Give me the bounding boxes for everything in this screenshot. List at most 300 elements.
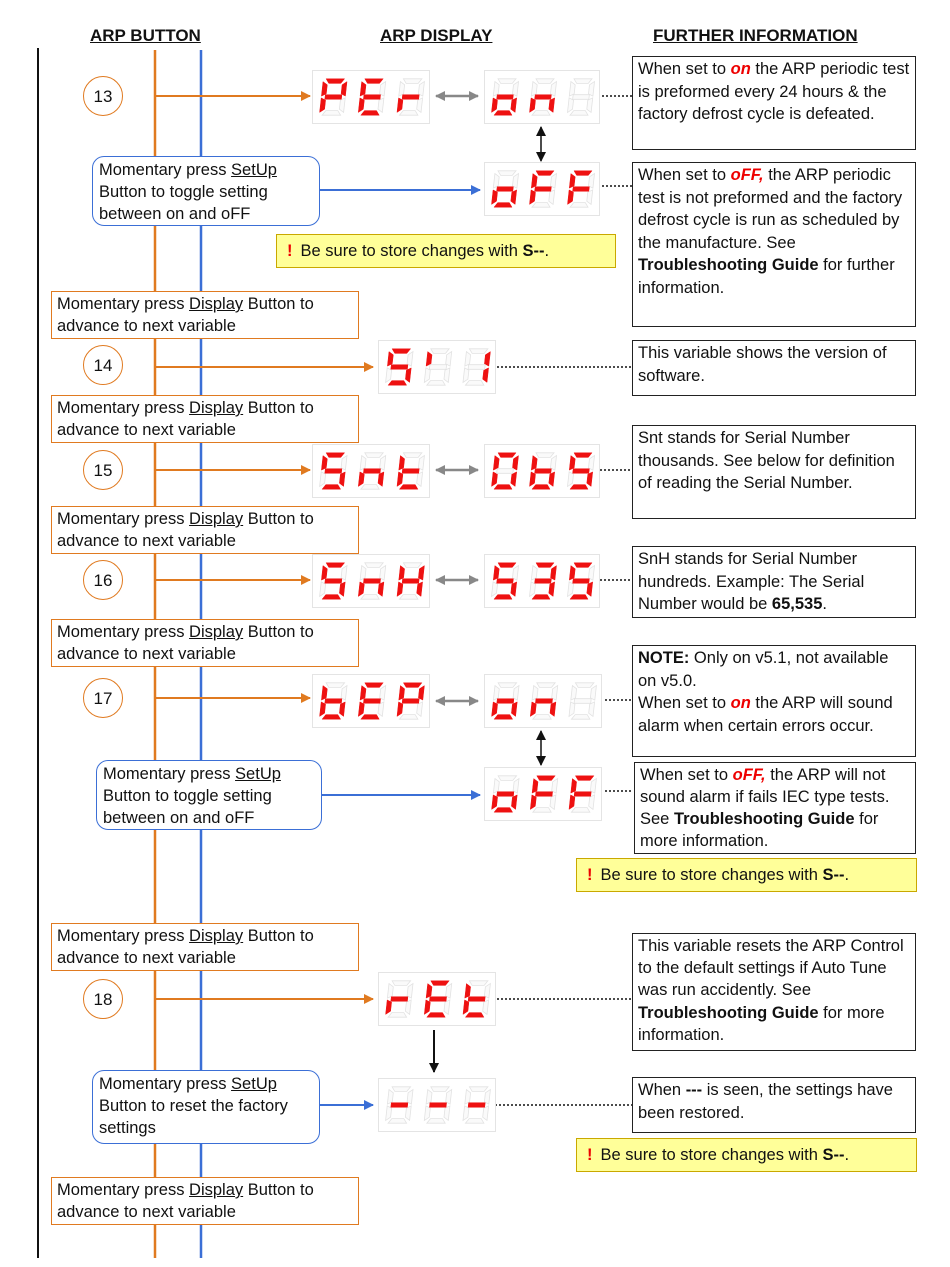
segment-d-on bbox=[494, 715, 512, 720]
segment-d-off bbox=[465, 1119, 484, 1124]
segment-c-off bbox=[587, 98, 593, 113]
segment-b-on bbox=[513, 456, 519, 471]
segment-f-on bbox=[571, 779, 577, 794]
segment-d-on bbox=[532, 485, 550, 490]
segment-f-on bbox=[399, 456, 405, 471]
segment-b-off bbox=[418, 82, 424, 97]
setup-reset-button-18[interactable]: Momentary press SetUp Button to reset the factory settings bbox=[92, 1070, 320, 1144]
header-arp-display: ARP DISPLAY bbox=[380, 26, 493, 45]
segment-e-on bbox=[320, 702, 326, 717]
segment-e-off bbox=[568, 582, 574, 597]
segment-d-on bbox=[322, 485, 341, 490]
segment-g-on bbox=[573, 187, 590, 192]
segment-e-off bbox=[569, 702, 575, 717]
segment-e-on bbox=[530, 702, 536, 717]
segment-d-off bbox=[465, 381, 484, 386]
segment-e-on bbox=[530, 795, 536, 810]
segment-g-off bbox=[497, 469, 514, 474]
segment-b-off bbox=[513, 566, 519, 581]
segment-g-on bbox=[497, 95, 514, 100]
segment-b-off bbox=[589, 174, 595, 189]
segment-d-on bbox=[322, 595, 341, 600]
segment-d-on bbox=[494, 485, 512, 490]
segment-a-off bbox=[498, 683, 516, 688]
segment-f-on bbox=[360, 686, 366, 701]
segment-e-on bbox=[492, 98, 498, 113]
segment-d-off bbox=[571, 715, 590, 720]
segment-e-off bbox=[424, 1106, 430, 1121]
segment-d-on bbox=[570, 485, 588, 490]
segment-a-off bbox=[537, 683, 555, 688]
segment-a-off bbox=[536, 79, 554, 84]
segment-b-off bbox=[380, 82, 386, 97]
segment-a-off bbox=[403, 453, 422, 458]
segment-c-on bbox=[549, 582, 555, 597]
segment-b-off bbox=[446, 984, 452, 999]
segment-d-off bbox=[533, 808, 551, 813]
segment-b-off bbox=[552, 686, 558, 701]
segment-g-on bbox=[363, 95, 380, 100]
segment-f-off bbox=[571, 686, 577, 701]
segment-c-off bbox=[417, 98, 423, 113]
segment-d-off bbox=[570, 111, 588, 116]
segment-d-on bbox=[494, 808, 512, 813]
segment-b-off bbox=[407, 1090, 413, 1105]
segment-b-off bbox=[551, 456, 557, 471]
segment-d-on bbox=[532, 595, 550, 600]
segment-b-off bbox=[589, 82, 595, 97]
segment-c-on bbox=[587, 472, 593, 487]
segment-f-off bbox=[465, 1090, 471, 1105]
segment-a-on bbox=[403, 683, 422, 688]
segment-e-on bbox=[358, 472, 364, 487]
segment-g-off bbox=[573, 95, 590, 100]
info-16-snh: SnH stands for Serial Number hundreds. Example: The Serial Number would be 65,535. bbox=[632, 546, 916, 618]
segment-e-off bbox=[320, 472, 326, 487]
segment-a-off bbox=[498, 171, 516, 176]
store-note-17: ! Be sure to store changes with S--. bbox=[576, 858, 917, 892]
segment-c-off bbox=[589, 702, 595, 717]
segment-d-on bbox=[427, 1013, 445, 1018]
segment-a-on bbox=[431, 981, 449, 986]
segment-c-off bbox=[550, 795, 556, 810]
segment-e-on bbox=[492, 472, 498, 487]
segment-b-off bbox=[513, 174, 519, 189]
segment-e-on bbox=[492, 795, 498, 810]
segment-a-off bbox=[392, 1087, 411, 1092]
segment-a-off bbox=[431, 1087, 449, 1092]
segment-d-off bbox=[322, 111, 341, 116]
segment-g-on bbox=[497, 699, 514, 704]
segment-g-on bbox=[573, 579, 590, 584]
segment-a-off bbox=[469, 981, 488, 986]
segment-g-off bbox=[429, 365, 446, 370]
segment-c-off bbox=[378, 702, 384, 717]
segment-g-on bbox=[402, 579, 419, 584]
segment-f-on bbox=[426, 352, 432, 367]
segment-b-on bbox=[551, 566, 557, 581]
segment-b-off bbox=[341, 566, 347, 581]
segment-a-off bbox=[403, 79, 422, 84]
segment-e-on bbox=[358, 98, 364, 113]
segment-g-on bbox=[325, 95, 342, 100]
segment-a-off bbox=[469, 1087, 488, 1092]
segment-a-on bbox=[536, 171, 554, 176]
segment-c-off bbox=[405, 1000, 411, 1015]
store-note-18: ! Be sure to store changes with S--. bbox=[576, 1138, 917, 1172]
segment-e-on bbox=[320, 98, 326, 113]
segment-g-on bbox=[535, 187, 552, 192]
segment-g-on bbox=[468, 1103, 485, 1108]
display-13-on bbox=[484, 70, 600, 124]
segment-f-off bbox=[493, 779, 499, 794]
segment-f-on bbox=[321, 82, 327, 97]
segment-c-on bbox=[339, 702, 345, 717]
step-number-18: 18 bbox=[83, 979, 123, 1019]
segment-d-off bbox=[533, 715, 551, 720]
segment-e-off bbox=[386, 1106, 392, 1121]
segment-g-on bbox=[535, 699, 552, 704]
segment-b-off bbox=[407, 984, 413, 999]
segment-c-off bbox=[417, 472, 423, 487]
display-snt bbox=[312, 444, 430, 498]
segment-c-off bbox=[339, 98, 345, 113]
segment-f-off bbox=[465, 352, 471, 367]
segment-f-off bbox=[493, 686, 499, 701]
segment-b-off bbox=[446, 352, 452, 367]
segment-e-on bbox=[530, 472, 536, 487]
segment-a-off bbox=[431, 349, 449, 354]
segment-f-off bbox=[387, 984, 393, 999]
segment-g-on bbox=[391, 1103, 408, 1108]
segment-e-off bbox=[530, 582, 536, 597]
segment-c-on bbox=[550, 702, 556, 717]
segment-f-on bbox=[321, 456, 327, 471]
segment-b-off bbox=[341, 456, 347, 471]
segment-a-on bbox=[392, 349, 411, 354]
segment-e-off bbox=[568, 98, 574, 113]
segment-g-on bbox=[325, 699, 342, 704]
segment-a-off bbox=[403, 563, 422, 568]
info-15-snt: Snt stands for Serial Number thousands. See below for definition of reading the Serial Number. bbox=[632, 425, 916, 519]
header-arp-button: ARP BUTTON bbox=[90, 26, 201, 45]
segment-f-on bbox=[399, 566, 405, 581]
segment-e-on bbox=[492, 702, 498, 717]
segment-d-off bbox=[532, 111, 550, 116]
segment-a-on bbox=[575, 776, 594, 781]
segment-g-on bbox=[325, 579, 342, 584]
info-18-ret: This variable resets the ARP Control to the default settings if Auto Tune was run accidently. See Troubleshooting Guide for more information. bbox=[632, 933, 916, 1051]
segment-g-on bbox=[497, 579, 514, 584]
step-number-14: 14 bbox=[83, 345, 123, 385]
segment-c-on bbox=[405, 368, 411, 383]
segment-e-on bbox=[397, 472, 403, 487]
segment-c-off bbox=[483, 1106, 489, 1121]
setup-toggle-button-13[interactable]: Momentary press SetUp Button to toggle setting between on and oFF bbox=[92, 156, 320, 226]
segment-d-on bbox=[494, 111, 512, 116]
segment-d-on bbox=[322, 715, 341, 720]
segment-f-off bbox=[493, 174, 499, 189]
segment-c-on bbox=[378, 472, 384, 487]
segment-b-off bbox=[380, 686, 386, 701]
info-17-on: NOTE: Only on v5.1, not available on v5.0. When set to on the ARP will sound alarm when certain errors occur. bbox=[632, 645, 916, 757]
segment-g-on bbox=[391, 365, 408, 370]
segment-d-off bbox=[388, 1119, 407, 1124]
segment-f-on bbox=[360, 82, 366, 97]
segment-g-on bbox=[535, 469, 552, 474]
step-number-16: 16 bbox=[83, 560, 123, 600]
segment-d-on bbox=[494, 203, 512, 208]
segment-f-on bbox=[321, 686, 327, 701]
segment-f-off bbox=[399, 82, 405, 97]
segment-g-on bbox=[535, 95, 552, 100]
segment-c-on bbox=[339, 472, 345, 487]
segment-f-on bbox=[493, 566, 499, 581]
segment-e-on bbox=[358, 582, 364, 597]
segment-f-on bbox=[569, 456, 575, 471]
segment-e-off bbox=[463, 1106, 469, 1121]
segment-f-off bbox=[387, 1090, 393, 1105]
segment-d-on bbox=[399, 485, 418, 490]
step-number-15: 15 bbox=[83, 450, 123, 490]
segment-c-on bbox=[511, 98, 517, 113]
segment-b-off bbox=[552, 779, 558, 794]
segment-d-on bbox=[361, 715, 379, 720]
display-advance-button-4[interactable]: Momentary press Display Button to advance to next variable bbox=[51, 619, 359, 667]
segment-b-off bbox=[513, 686, 519, 701]
segment-f-off bbox=[531, 566, 537, 581]
segment-g-on bbox=[429, 1103, 446, 1108]
segment-a-on bbox=[326, 453, 345, 458]
segment-e-on bbox=[569, 795, 575, 810]
segment-b-on bbox=[484, 352, 490, 367]
segment-e-on bbox=[386, 1000, 392, 1015]
segment-f-on bbox=[569, 566, 575, 581]
segment-c-on bbox=[587, 582, 593, 597]
segment-a-on bbox=[574, 563, 592, 568]
segment-c-off bbox=[444, 1106, 450, 1121]
segment-g-on bbox=[573, 469, 590, 474]
segment-d-on bbox=[361, 111, 379, 116]
segment-e-on bbox=[397, 582, 403, 597]
segment-e-on bbox=[492, 190, 498, 205]
display-snh bbox=[312, 554, 430, 608]
segment-f-on bbox=[321, 566, 327, 581]
segment-b-off bbox=[380, 456, 386, 471]
segment-f-off bbox=[532, 686, 538, 701]
segment-d-on bbox=[465, 1013, 484, 1018]
display-17-off bbox=[484, 767, 602, 821]
segment-c-on bbox=[511, 190, 517, 205]
segment-a-on bbox=[498, 563, 516, 568]
segment-a-on bbox=[536, 563, 554, 568]
segment-f-off bbox=[360, 456, 366, 471]
segment-a-on bbox=[365, 79, 383, 84]
segment-c-on bbox=[511, 582, 517, 597]
segment-b-off bbox=[589, 566, 595, 581]
display-advance-button-6[interactable]: Momentary press Display Button to advance to next variable bbox=[51, 1177, 359, 1225]
segment-c-on bbox=[339, 582, 345, 597]
segment-e-on bbox=[424, 1000, 430, 1015]
segment-d-on bbox=[494, 595, 512, 600]
segment-a-off bbox=[365, 563, 383, 568]
segment-c-on bbox=[483, 368, 489, 383]
segment-c-off bbox=[405, 1106, 411, 1121]
segment-g-on bbox=[535, 579, 552, 584]
segment-a-on bbox=[574, 171, 592, 176]
segment-g-on bbox=[402, 699, 419, 704]
segment-e-on bbox=[397, 98, 403, 113]
segment-d-off bbox=[361, 595, 379, 600]
segment-a-off bbox=[575, 683, 594, 688]
segment-d-off bbox=[532, 203, 550, 208]
segment-e-on bbox=[530, 190, 536, 205]
segment-f-off bbox=[360, 566, 366, 581]
segment-d-off bbox=[571, 808, 590, 813]
segment-f-off bbox=[493, 82, 499, 97]
segment-a-off bbox=[365, 453, 383, 458]
segment-d-off bbox=[399, 715, 418, 720]
segment-d-off bbox=[427, 381, 445, 386]
display-snh-value bbox=[484, 554, 600, 608]
segment-e-off bbox=[320, 582, 326, 597]
segment-f-on bbox=[531, 174, 537, 189]
segment-g-on bbox=[391, 997, 408, 1002]
segment-d-on bbox=[570, 595, 588, 600]
segment-f-on bbox=[465, 984, 471, 999]
segment-c-on bbox=[417, 582, 423, 597]
segment-b-off bbox=[590, 686, 596, 701]
segment-f-on bbox=[532, 779, 538, 794]
segment-a-on bbox=[498, 453, 516, 458]
segment-e-on bbox=[530, 98, 536, 113]
segment-a-on bbox=[326, 563, 345, 568]
display-bep bbox=[312, 674, 430, 728]
segment-e-off bbox=[386, 368, 392, 383]
display-advance-button-3[interactable]: Momentary press Display Button to advance to next variable bbox=[51, 506, 359, 554]
segment-c-off bbox=[483, 1000, 489, 1015]
segment-f-on bbox=[531, 456, 537, 471]
segment-g-on bbox=[535, 792, 552, 797]
segment-g-on bbox=[402, 95, 419, 100]
segment-a-off bbox=[536, 453, 554, 458]
segment-c-off bbox=[417, 702, 423, 717]
segment-e-on bbox=[463, 1000, 469, 1015]
segment-b-off bbox=[380, 566, 386, 581]
segment-b-on bbox=[341, 82, 347, 97]
segment-f-off bbox=[426, 1090, 432, 1105]
segment-d-off bbox=[399, 111, 418, 116]
segment-d-off bbox=[361, 485, 379, 490]
setup-toggle-button-17[interactable]: Momentary press SetUp Button to toggle setting between on and oFF bbox=[96, 760, 322, 830]
display-advance-button-5[interactable]: Momentary press Display Button to advance to next variable bbox=[51, 923, 359, 971]
store-note-13: ! Be sure to store changes with S--. bbox=[276, 234, 616, 268]
segment-b-on bbox=[418, 566, 424, 581]
segment-b-off bbox=[484, 1090, 490, 1105]
header-further-information: FURTHER INFORMATION bbox=[653, 26, 858, 45]
segment-g-on bbox=[429, 997, 446, 1002]
segment-c-on bbox=[511, 472, 517, 487]
segment-g-off bbox=[468, 365, 485, 370]
segment-a-on bbox=[365, 683, 383, 688]
info-18-reset: When --- is seen, the settings have been restored. bbox=[632, 1077, 916, 1133]
display-software-version bbox=[378, 340, 496, 394]
segment-d-off bbox=[388, 1013, 407, 1018]
segment-b-off bbox=[590, 779, 596, 794]
step-number-17: 17 bbox=[83, 678, 123, 718]
segment-a-on bbox=[326, 79, 345, 84]
segment-e-off bbox=[463, 368, 469, 383]
display-per bbox=[312, 70, 430, 124]
segment-g-on bbox=[402, 469, 419, 474]
segment-b-off bbox=[407, 352, 413, 367]
display-17-on bbox=[484, 674, 602, 728]
segment-f-on bbox=[569, 174, 575, 189]
segment-a-off bbox=[498, 776, 516, 781]
segment-c-off bbox=[444, 1000, 450, 1015]
segment-c-off bbox=[587, 190, 593, 205]
segment-g-on bbox=[574, 792, 591, 797]
segment-g-on bbox=[497, 792, 514, 797]
segment-d-on bbox=[388, 381, 407, 386]
segment-b-off bbox=[551, 82, 557, 97]
segment-b-off bbox=[589, 456, 595, 471]
segment-e-on bbox=[358, 702, 364, 717]
segment-c-on bbox=[378, 582, 384, 597]
info-13-on: When set to on the ARP periodic test is preformed every 24 hours & the factory defrost cycle is defeated. bbox=[632, 56, 916, 150]
segment-e-on bbox=[568, 190, 574, 205]
segment-c-off bbox=[549, 190, 555, 205]
segment-b-off bbox=[418, 456, 424, 471]
segment-b-on bbox=[418, 686, 424, 701]
segment-d-off bbox=[570, 203, 588, 208]
segment-e-off bbox=[568, 472, 574, 487]
segment-b-off bbox=[551, 174, 557, 189]
segment-c-off bbox=[378, 98, 384, 113]
segment-g-on bbox=[497, 187, 514, 192]
display-advance-button-1[interactable]: Momentary press Display Button to advance to next variable bbox=[51, 291, 359, 339]
segment-f-on bbox=[387, 352, 393, 367]
segment-b-off bbox=[513, 779, 519, 794]
segment-e-off bbox=[424, 368, 430, 383]
segment-c-on bbox=[549, 98, 555, 113]
segment-a-off bbox=[574, 79, 592, 84]
segment-a-off bbox=[326, 683, 345, 688]
segment-b-off bbox=[484, 984, 490, 999]
segment-c-off bbox=[589, 795, 595, 810]
segment-b-off bbox=[341, 686, 347, 701]
segment-f-on bbox=[493, 456, 499, 471]
segment-g-on bbox=[468, 997, 485, 1002]
segment-b-off bbox=[513, 82, 519, 97]
segment-c-on bbox=[511, 702, 517, 717]
segment-g-on bbox=[325, 469, 342, 474]
segment-b-off bbox=[446, 1090, 452, 1105]
segment-e-on bbox=[397, 702, 403, 717]
segment-a-off bbox=[498, 79, 516, 84]
display-advance-button-2[interactable]: Momentary press Display Button to advance to next variable bbox=[51, 395, 359, 443]
step-number-13: 13 bbox=[83, 76, 123, 116]
segment-f-on bbox=[426, 984, 432, 999]
info-13-off: When set to oFF, the ARP periodic test is not preformed and the factory defrost cycle is run as scheduled by the manufacture. See Troubleshooting Guide for further information. bbox=[632, 162, 916, 327]
segment-g-off bbox=[574, 699, 591, 704]
segment-f-on bbox=[399, 686, 405, 701]
segment-a-off bbox=[392, 981, 411, 986]
segment-g-on bbox=[363, 579, 380, 584]
segment-a-off bbox=[469, 349, 488, 354]
segment-f-off bbox=[531, 82, 537, 97]
display-13-off bbox=[484, 162, 600, 216]
